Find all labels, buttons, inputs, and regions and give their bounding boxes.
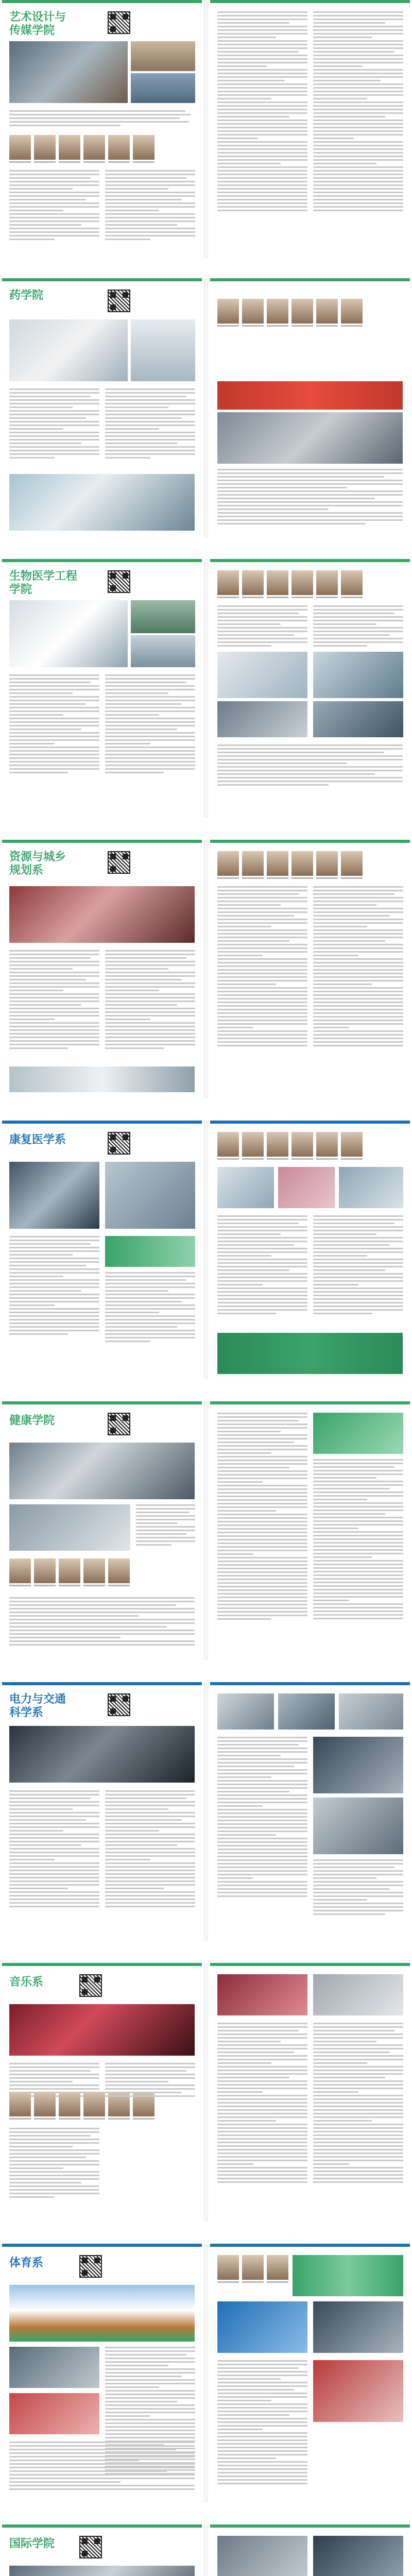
text-column — [217, 469, 403, 527]
spread-5 — [0, 1121, 412, 1379]
intro-text — [9, 110, 195, 128]
photo — [217, 652, 307, 698]
qr-code-icon — [79, 1974, 102, 1997]
text-column — [217, 1737, 307, 1899]
text-column — [217, 1215, 307, 1316]
page-left — [2, 278, 202, 537]
spread-2 — [0, 278, 412, 537]
text-column — [313, 1215, 403, 1316]
text-column — [105, 170, 195, 242]
hero-photo — [9, 1726, 195, 1783]
page-left — [2, 840, 202, 1098]
text-column — [136, 1504, 195, 1548]
photo — [131, 600, 195, 633]
spread-3 — [0, 559, 412, 818]
text-column — [9, 2128, 99, 2200]
banner-photo — [217, 381, 403, 410]
group-photo — [9, 1504, 130, 1551]
page-right — [210, 278, 410, 537]
college-title: 药学院 — [9, 289, 44, 301]
hero-photo — [9, 886, 195, 943]
photo — [313, 2301, 403, 2353]
hero-photo — [9, 1162, 99, 1229]
qr-code-icon — [108, 570, 130, 593]
faculty-row — [217, 1132, 363, 1160]
college-title: 国际学院 — [9, 2537, 55, 2550]
photo — [217, 2536, 307, 2576]
text-column — [105, 2063, 195, 2099]
text-column — [105, 1272, 195, 1344]
spread-6 — [0, 1401, 412, 1660]
photo — [313, 1798, 403, 1854]
qr-code-icon — [108, 851, 130, 874]
photo — [313, 1737, 403, 1793]
group-photo — [217, 412, 403, 464]
page-right — [210, 1682, 410, 1941]
page-left — [2, 0, 202, 259]
college-title: 艺术设计与 传媒学院 — [9, 10, 66, 37]
page-left — [2, 1121, 202, 1379]
text-column — [313, 1459, 403, 1621]
text-column — [9, 1790, 99, 1909]
text-column — [105, 1790, 195, 1909]
photo — [217, 1167, 274, 1208]
text-column — [9, 950, 99, 1051]
text-column — [9, 1597, 195, 1648]
college-title: 健康学院 — [9, 1414, 55, 1427]
faculty-row — [9, 135, 154, 163]
text-column — [105, 950, 195, 1051]
college-title: 音乐系 — [9, 1975, 44, 1988]
hero-photo — [9, 600, 128, 667]
hero-photo — [9, 319, 128, 381]
spread-9 — [0, 2244, 412, 2502]
page-right — [210, 1401, 410, 1660]
photo — [217, 2301, 307, 2353]
faculty-row — [217, 570, 363, 598]
text-column — [313, 886, 403, 1048]
spread-10 — [0, 2524, 412, 2576]
photo — [313, 701, 403, 737]
page-left — [2, 2244, 202, 2502]
text-column — [313, 1859, 403, 1917]
photo — [9, 1066, 195, 1092]
photo — [339, 1693, 403, 1730]
page-right — [210, 559, 410, 818]
text-column — [105, 388, 195, 461]
photo — [313, 652, 403, 698]
photo — [105, 1162, 195, 1229]
text-column — [9, 388, 99, 461]
page-right — [210, 840, 410, 1098]
photo — [105, 1236, 195, 1267]
page-right — [210, 1121, 410, 1379]
photo — [131, 635, 195, 667]
photo — [131, 319, 195, 381]
college-title: 体育系 — [9, 2256, 44, 2269]
hero-photo — [9, 2566, 195, 2576]
photo — [131, 41, 195, 71]
page-right — [210, 2244, 410, 2502]
page-right — [210, 0, 410, 259]
hero-photo — [9, 2004, 195, 2056]
page-left — [2, 559, 202, 818]
text-column — [217, 1413, 307, 1622]
photo — [278, 1167, 335, 1208]
qr-code-icon — [108, 1693, 130, 1716]
college-title: 生物医学工程 学院 — [9, 569, 78, 596]
page-left — [2, 2524, 202, 2576]
college-title: 康复医学系 — [9, 1133, 66, 1146]
spread-4 — [0, 840, 412, 1098]
page-left — [2, 1682, 202, 1941]
hero-photo — [9, 41, 128, 103]
photo — [217, 1974, 307, 2015]
page-left — [2, 1963, 202, 2222]
text-column — [217, 605, 307, 649]
photo — [278, 1693, 335, 1730]
college-title: 电力与交通 科学系 — [9, 1692, 66, 1719]
faculty-row — [9, 1558, 130, 1586]
photo — [217, 1333, 403, 1374]
text-column — [313, 2023, 403, 2185]
photo — [339, 1167, 403, 1208]
text-column — [313, 11, 403, 213]
photo — [293, 2255, 403, 2296]
spread-1 — [0, 0, 412, 259]
text-column — [9, 674, 99, 775]
text-column — [217, 744, 403, 788]
photo — [131, 73, 195, 103]
text-column — [9, 1236, 99, 1337]
text-column — [9, 170, 99, 242]
text-column — [217, 886, 307, 1048]
text-column — [105, 674, 195, 775]
qr-code-icon — [79, 2255, 102, 2278]
page-right — [210, 2524, 410, 2576]
photo — [217, 1693, 274, 1730]
spread-7 — [0, 1682, 412, 1941]
photo — [313, 1413, 403, 1454]
faculty-row — [217, 851, 363, 879]
photo — [9, 2347, 99, 2388]
qr-code-icon — [108, 11, 130, 34]
hero-photo — [9, 1443, 195, 1499]
photo — [9, 474, 195, 531]
photo — [9, 2393, 99, 2434]
college-title: 资源与城乡 规划系 — [9, 850, 66, 876]
qr-code-icon — [108, 1132, 130, 1155]
page-right — [210, 1963, 410, 2222]
text-column — [217, 11, 307, 213]
qr-code-icon — [79, 2536, 102, 2558]
photo — [217, 701, 307, 737]
faculty-row — [217, 299, 363, 327]
photo — [313, 2360, 403, 2422]
text-column — [313, 605, 403, 649]
spread-8 — [0, 1963, 412, 2222]
photo — [313, 2536, 403, 2576]
qr-code-icon — [108, 1413, 130, 1435]
faculty-row — [217, 2255, 288, 2283]
text-column — [217, 2023, 307, 2185]
hero-photo — [9, 2285, 195, 2342]
photo — [313, 1974, 403, 2015]
qr-code-icon — [108, 290, 130, 312]
text-column — [9, 2442, 195, 2492]
page-left — [2, 1401, 202, 1660]
text-column — [217, 2360, 307, 2486]
